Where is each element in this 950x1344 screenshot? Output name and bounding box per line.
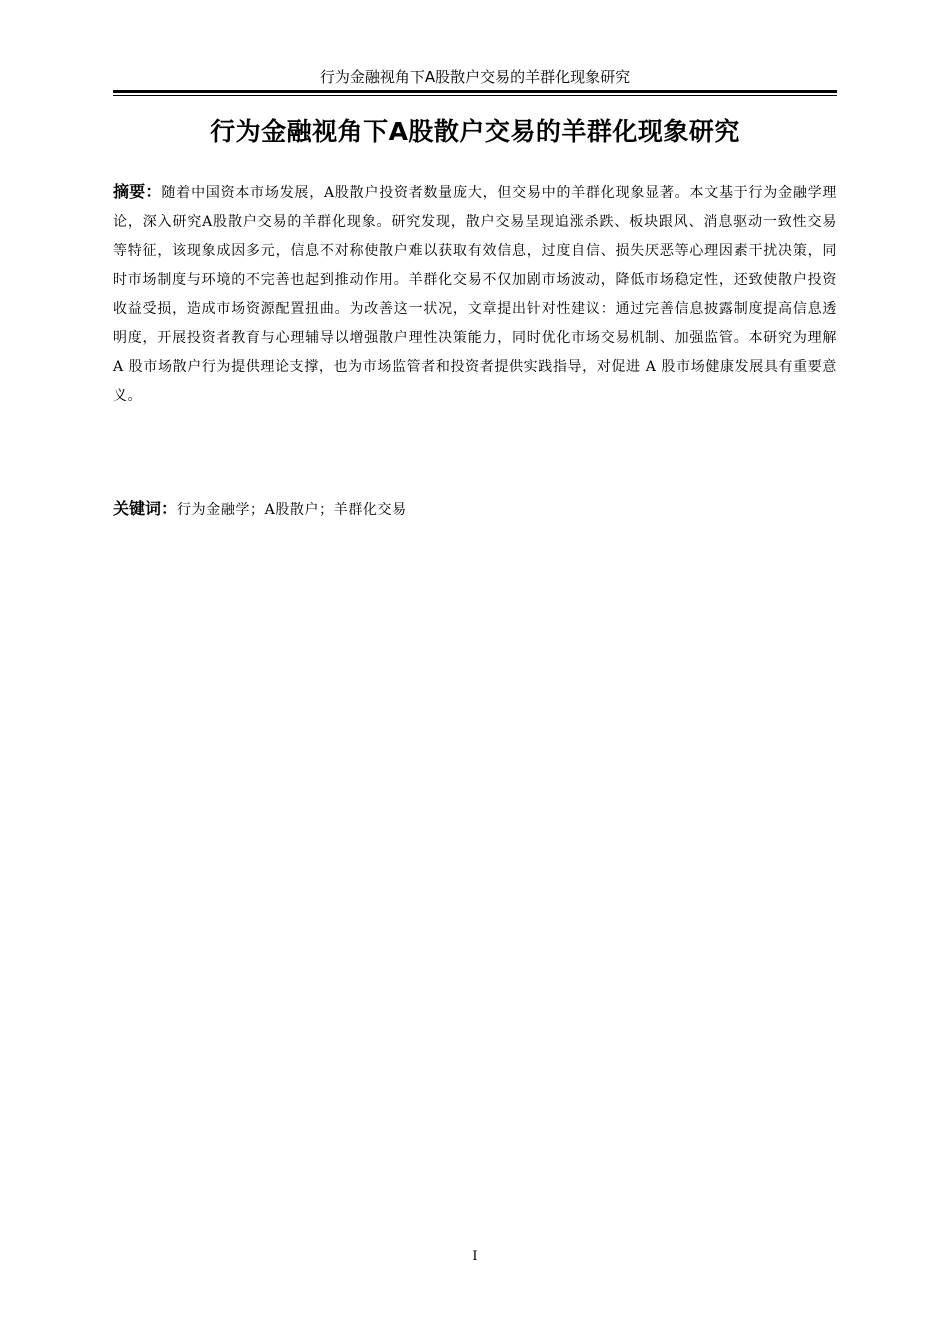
abstract-paragraph — [113, 177, 837, 411]
header-rule-thick — [113, 90, 837, 93]
abstract-label: 摘要： — [113, 182, 162, 201]
keywords-paragraph — [113, 494, 837, 525]
header-rule-thin — [113, 95, 837, 96]
running-header: 行为金融视角下A股散户交易的羊群化现象研究 — [319, 68, 631, 86]
page-number: I — [472, 1249, 478, 1264]
keywords-label: 关键词： — [113, 499, 178, 518]
document-title: 行为金融视角下A股散户交易的羊群化现象研究 — [210, 117, 740, 146]
keywords-text: 行为金融学；A股散户；羊群化交易 — [177, 502, 407, 518]
abstract-text: 随着中国资本市场发展，A股散户投资者数量庞大，但交易中的羊群化现象显著。本文基于行为金融学理论，深入研究A股散户交易的羊群化现象。研究发现，散户交易呈现追涨杀跌、板块跟风、消息驱动一致性交易等特征，该现象成因多元，信息不对称使散户难以获取有效信息，过度自信、损失厌恶等心理因素干扰决策，同时市场制度与环境的不完善也起到推动作用。羊群化交易不仅加剧市场波动，降低市场稳定性，还致使散户投资收益受损，造成市场资源配置扭曲。为改善这一状况，文章提出针对性建议：通过完善信息披露制度提高信息透明度，开展投资者教育与心理辅导以增强散户理性决策能力，同时优化市场交易机制、加强监管。本研究为理解 A 股市场散户行为提供理论支撑，也为市场监管者和投资者提供实践指导，对促进 A 股市场健康发展具有重要意义。 — [113, 185, 837, 404]
